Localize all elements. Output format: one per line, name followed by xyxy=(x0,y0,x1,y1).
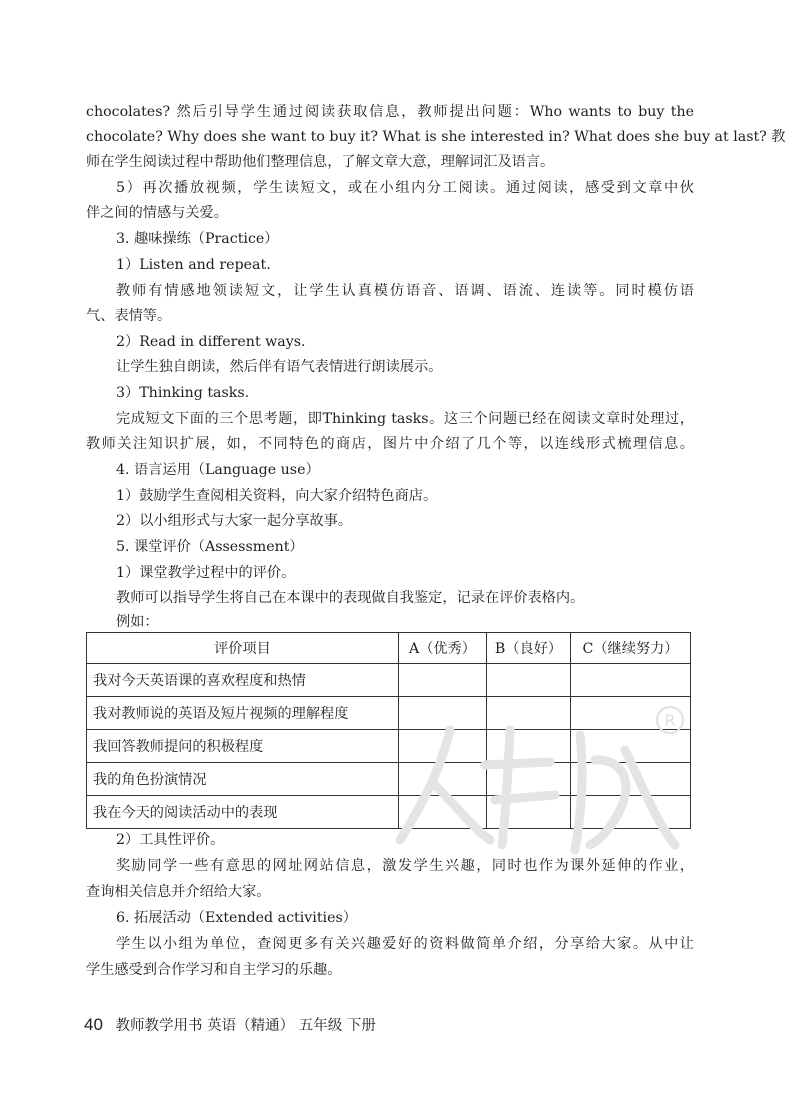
subheading-classroom-eval: 1）课堂教学过程中的评价。 xyxy=(116,565,296,581)
subheading-read-ways: 2）Read in different ways. xyxy=(116,334,306,350)
page-number: 40 xyxy=(84,1015,103,1034)
table-row xyxy=(87,664,691,697)
table-cell xyxy=(487,730,571,763)
section-heading-practice: 3. 趣味操练（Practice） xyxy=(116,231,279,247)
table-header: 评价项目 xyxy=(87,633,399,664)
paragraph-line: 奖励同学一些有意思的网址网站信息，激发学生兴趣，同时也作为课外延伸的作业， xyxy=(116,858,694,874)
table-row xyxy=(87,697,691,730)
paragraph-line: 学生以小组为单位，查阅更多有关兴趣爱好的资料做简单介绍，分享给大家。从中让 xyxy=(116,936,694,952)
table-cell xyxy=(399,664,487,697)
table-cell-item: 我的角色扮演情况 xyxy=(87,763,399,796)
subheading-listen-repeat: 1）Listen and repeat. xyxy=(116,257,271,273)
table-cell-item: 我对教师说的英语及短片视频的理解程度 xyxy=(87,697,399,730)
section-heading-extended: 6. 拓展活动（Extended activities） xyxy=(116,910,357,926)
paragraph-line: 伴之间的情感与关爱。 xyxy=(86,205,228,221)
table-cell xyxy=(571,664,691,697)
paragraph-line: 让学生独自朗读，然后伴有语气表情进行朗读展示。 xyxy=(116,359,443,375)
paragraph-line: chocolates? 然后引导学生通过阅读获取信息，教师提出问题：Who wants to buy the xyxy=(86,104,694,120)
paragraph-line: 教师关注知识扩展，如，不同特色的商店，图片中介绍了几个等，以连线形式梳理信息。 xyxy=(86,436,694,452)
table-row xyxy=(87,763,691,796)
section-heading-assessment: 5. 课堂评价（Assessment） xyxy=(116,539,304,555)
section-heading-language-use: 4. 语言运用（Language use） xyxy=(116,462,320,478)
table-cell xyxy=(399,796,487,829)
table-header: A（优秀） xyxy=(399,633,487,664)
paragraph-line: chocolate? Why does she want to buy it? What is she interested in? What does she buy at last? 教 xyxy=(86,129,786,145)
table-cell xyxy=(571,763,691,796)
table-row xyxy=(87,730,691,763)
table-cell xyxy=(399,763,487,796)
paragraph-line: 师在学生阅读过程中帮助他们整理信息，了解文章大意，理解词汇及语言。 xyxy=(86,154,555,170)
book-title: 教师教学用书 英语（精通） 五年级 下册 xyxy=(115,1018,376,1034)
table-cell-item: 我对今天英语课的喜欢程度和热情 xyxy=(87,664,399,697)
paragraph-line: 例如： xyxy=(116,614,159,630)
paragraph-line: 完成短文下面的三个思考题，即Thinking tasks。这三个问题已经在阅读文章时处理过， xyxy=(116,411,694,427)
table-cell xyxy=(487,664,571,697)
table-cell xyxy=(571,730,691,763)
table-cell-item: 我在今天的阅读活动中的表现 xyxy=(87,796,399,829)
paragraph-line: 教师可以指导学生将自己在本课中的表现做自我鉴定，记录在评价表格内。 xyxy=(116,590,585,606)
table-cell xyxy=(571,697,691,730)
page-footer xyxy=(84,1014,376,1035)
paragraph-line: 教师有情感地领读短文，让学生认真模仿语音、语调、语流、连读等。同时模仿语 xyxy=(116,283,694,299)
table-cell xyxy=(487,796,571,829)
table-cell xyxy=(571,796,691,829)
table-header: B（良好） xyxy=(487,633,571,664)
table-cell xyxy=(487,697,571,730)
table-cell-item: 我回答教师提问的积极程度 xyxy=(87,730,399,763)
paragraph-line: 学生感受到合作学习和自主学习的乐趣。 xyxy=(86,962,342,978)
subheading-tool-eval: 2）工具性评价。 xyxy=(116,832,225,848)
paragraph-line: 查询相关信息并介绍给大家。 xyxy=(86,884,271,900)
paragraph-line: 2）以小组形式与大家一起分享故事。 xyxy=(116,513,353,529)
table-header: C（继续努力） xyxy=(571,633,691,664)
table-header-row xyxy=(87,633,691,664)
svg-text:R: R xyxy=(664,711,676,730)
subheading-thinking-tasks: 3）Thinking tasks. xyxy=(116,385,250,401)
paragraph-line: 气、表情等。 xyxy=(86,308,172,324)
table-cell xyxy=(399,697,487,730)
paragraph-line: 5）再次播放视频，学生读短文，或在小组内分工阅读。通过阅读，感受到文章中伙 xyxy=(116,180,694,196)
paragraph-line: 1）鼓励学生查阅相关资料，向大家介绍特色商店。 xyxy=(116,488,438,504)
table-cell xyxy=(487,763,571,796)
table-row xyxy=(87,796,691,829)
evaluation-table xyxy=(86,632,691,829)
table-cell xyxy=(399,730,487,763)
